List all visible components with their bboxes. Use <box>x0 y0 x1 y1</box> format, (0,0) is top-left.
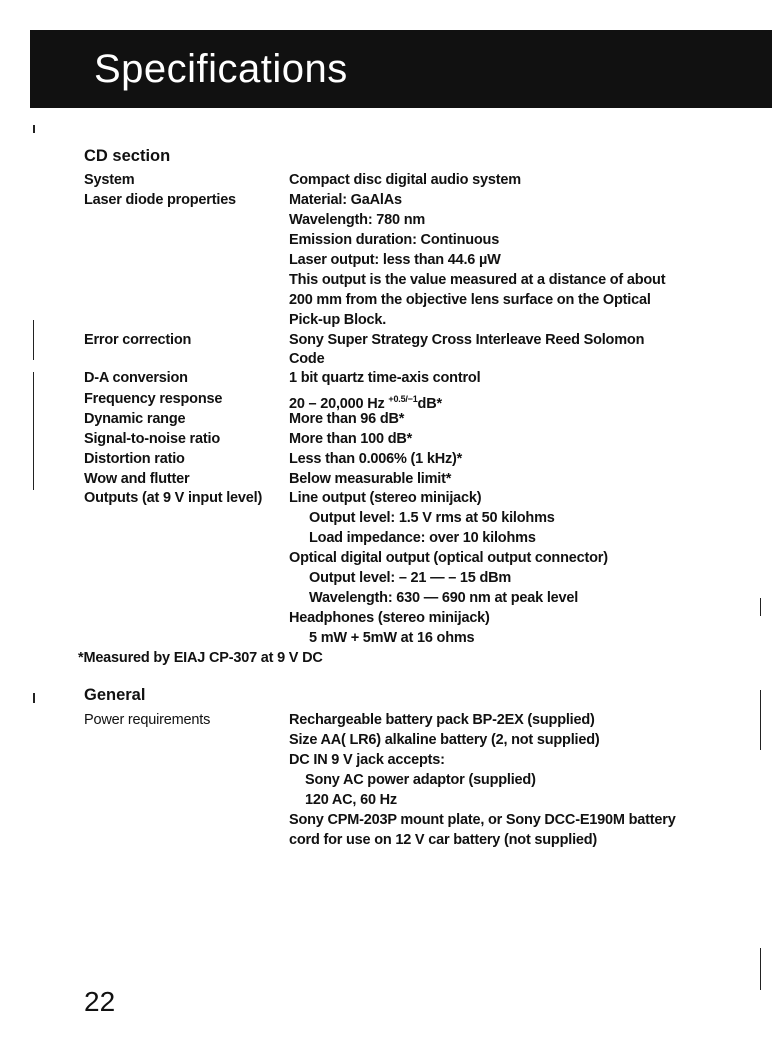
spec-value-da: 1 bit quartz time-axis control <box>289 370 481 386</box>
power-line-3: DC IN 9 V jack accepts: <box>289 752 445 768</box>
spec-value-line-output: Line output (stereo minijack) <box>289 490 482 506</box>
spec-value-laser-output: Laser output: less than 44.6 µW <box>289 252 501 268</box>
spec-value-laser-emission: Emission duration: Continuous <box>289 232 500 248</box>
page-title: Specifications <box>94 47 348 91</box>
spec-label-outputs: Outputs (at 9 V input level) <box>84 490 263 506</box>
spec-value-system: Compact disc digital audio system <box>289 172 521 188</box>
power-line-6: Sony CPM-203P mount plate, or Sony DCC-E190M battery <box>289 812 676 828</box>
power-line-4: Sony AC power adaptor (supplied) <box>305 772 536 788</box>
scan-speck <box>760 690 761 750</box>
spec-label-distortion: Distortion ratio <box>84 451 185 467</box>
spec-value-headphones: Headphones (stereo minijack) <box>289 610 490 626</box>
spec-label-system: System <box>84 172 135 188</box>
spec-value-optical-level: Output level: – 21 — – 15 dBm <box>309 570 512 586</box>
spec-value-laser-note-2: 200 mm from the objective lens surface on the Optical <box>289 292 651 308</box>
spec-label-power: Power requirements <box>84 712 211 728</box>
power-line-7: cord for use on 12 V car battery (not supplied) <box>289 832 598 848</box>
spec-value-laser-wavelength: Wavelength: 780 nm <box>289 212 426 228</box>
cd-section-heading: CD section <box>84 147 171 165</box>
freq-tolerance: +0.5/−1 <box>388 394 418 404</box>
header-bar <box>30 30 772 108</box>
spec-label-freq: Frequency response <box>84 391 223 407</box>
scan-speck <box>33 320 34 360</box>
scan-speck <box>760 948 761 990</box>
spec-label-wow: Wow and flutter <box>84 471 190 487</box>
footnote: *Measured by EIAJ CP-307 at 9 V DC <box>78 650 323 666</box>
spec-label-da: D-A conversion <box>84 370 188 386</box>
freq-range: 20 – 20,000 Hz <box>289 396 385 412</box>
spec-value-error-1: Sony Super Strategy Cross Interleave Reed Solomon <box>289 332 645 348</box>
spec-value-laser-note-3: Pick-up Block. <box>289 312 387 328</box>
spec-value-dynamic: More than 96 dB* <box>289 411 405 427</box>
spec-value-distortion: Less than 0.006% (1 kHz)* <box>289 451 463 467</box>
page-number: 22 <box>84 986 116 1017</box>
scan-speck <box>760 598 761 616</box>
scan-speck <box>33 125 35 133</box>
spec-label-laser: Laser diode properties <box>84 192 236 208</box>
spec-value-line-level: Output level: 1.5 V rms at 50 kilohms <box>309 510 555 526</box>
spec-value-headphones-power: 5 mW + 5mW at 16 ohms <box>309 630 475 646</box>
spec-value-error-2: Code <box>289 351 325 367</box>
power-line-5: 120 AC, 60 Hz <box>305 792 397 808</box>
spec-value-wow: Below measurable limit* <box>289 471 452 487</box>
scan-speck <box>33 372 34 490</box>
power-line-1: Rechargeable battery pack BP-2EX (supplied) <box>289 712 595 728</box>
spec-value-optical-wavelength: Wavelength: 630 — 690 nm at peak level <box>309 590 579 606</box>
scan-speck <box>33 693 35 703</box>
spec-value-snr: More than 100 dB* <box>289 431 413 447</box>
general-section-heading: General <box>84 686 146 704</box>
spec-label-dynamic: Dynamic range <box>84 411 186 427</box>
spec-value-optical-output: Optical digital output (optical output connector) <box>289 550 608 566</box>
power-line-2: Size AA( LR6) alkaline battery (2, not supplied) <box>289 732 600 748</box>
spec-value-laser-material: Material: GaAlAs <box>289 192 402 208</box>
spec-label-snr: Signal-to-noise ratio <box>84 431 220 447</box>
spec-value-laser-note-1: This output is the value measured at a distance of about <box>289 272 666 288</box>
freq-unit: dB* <box>417 396 442 412</box>
spec-label-error: Error correction <box>84 332 192 348</box>
spec-value-line-impedance: Load impedance: over 10 kilohms <box>309 530 536 546</box>
